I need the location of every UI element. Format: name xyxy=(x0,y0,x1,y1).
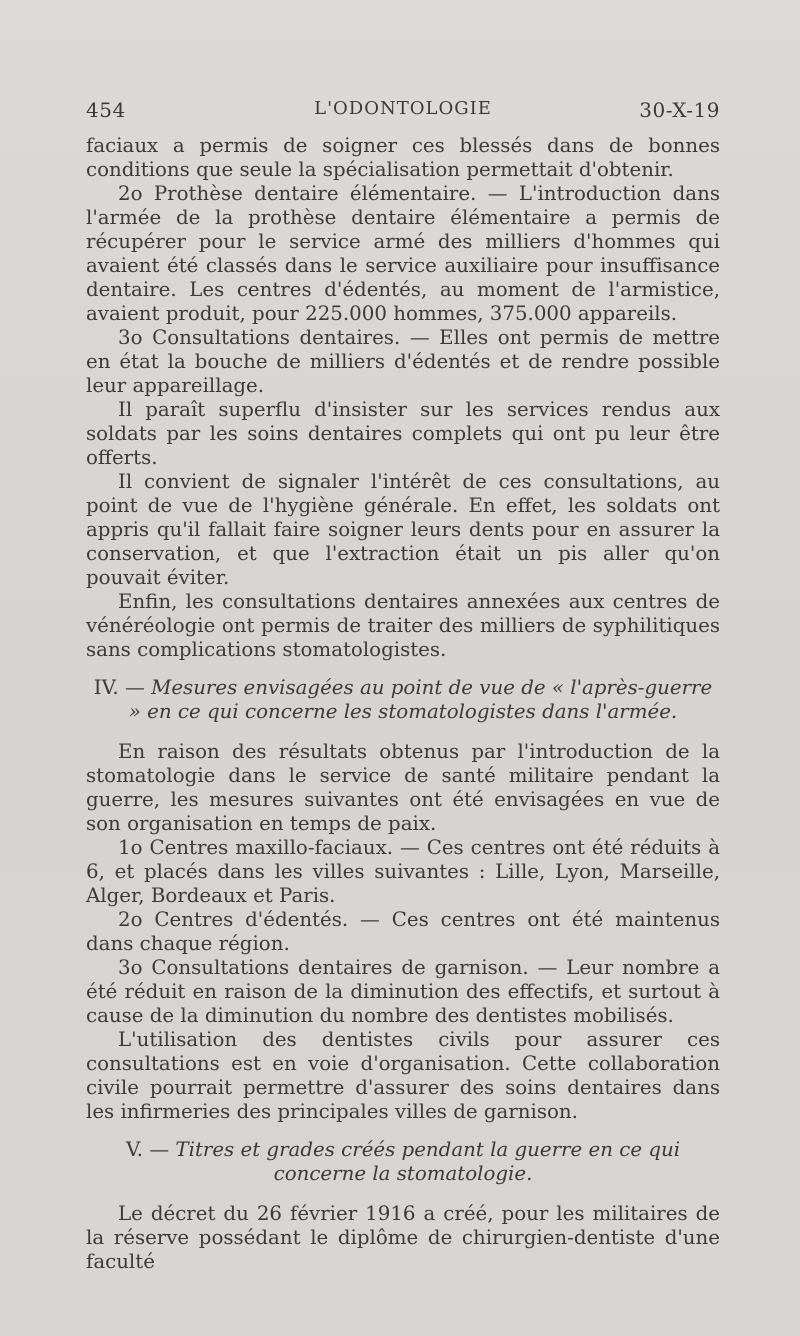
section-number: IV. — xyxy=(93,676,145,699)
paragraph: Il convient de signaler l'intérêt de ces consultations, au point de vue de l'hygiène générale. En effet, les soldats ont appris qu'il fallait faire soigner leurs dents pour en assurer la conservation, et que l'extraction était un pis aller qu'on pouvait éviter. xyxy=(86,470,720,589)
paragraph: 1o Centres maxillo-faciaux. — Ces centres ont été réduits à 6, et placés dans les villes suivantes : Lille, Lyon, Marseille, Alger, Bordeaux et Paris. xyxy=(86,836,720,907)
paragraph: Il paraît superflu d'insister sur les services rendus aux soldats par les soins dentaires complets qui ont pu leur être offerts. xyxy=(86,398,720,469)
paragraph: 2o Centres d'édentés. — Ces centres ont été maintenus dans chaque région. xyxy=(86,908,720,955)
paragraph: 2o Prothèse dentaire élémentaire. — L'introduction dans l'armée de la prothèse dentaire élémentaire a permis de récupérer pour le service armé des milliers d'hommes qui avaient été classés dans le service auxiliaire pour insuffisance dentaire. Les centres d'édentés, au moment de l'armistice, avaient produit, pour 225.000 hommes, 375.000 appareils. xyxy=(86,182,720,325)
issue-date: 30-X-19 xyxy=(639,98,720,122)
section-title: Mesures envisagées au point de vue de « l'après-guerre » en ce qui concerne les stomatologistes dans l'armée. xyxy=(128,676,713,723)
section-heading-v xyxy=(86,1138,720,1186)
paragraph: 3o Consultations dentaires. — Elles ont permis de mettre en état la bouche de milliers d'édentés et de rendre possible leur appareillage. xyxy=(86,326,720,397)
paragraph: L'utilisation des dentistes civils pour assurer ces consultations est en voie d'organisation. Cette collaboration civile pourrait permettre d'assurer des soins dentaires dans les infirmeries des principales villes de garnison. xyxy=(86,1028,720,1123)
paragraph: 3o Consultations dentaires de garnison. — Leur nombre a été réduit en raison de la diminution des effectifs, et surtout à cause de la diminution du nombre des dentistes mobilisés. xyxy=(86,956,720,1027)
section-number: V. — xyxy=(125,1138,170,1161)
running-header xyxy=(86,98,720,130)
paragraph: En raison des résultats obtenus par l'introduction de la stomatologie dans le service de santé militaire pendant la guerre, les mesures suivantes ont été envisagées en vue de son organisation en temps de paix. xyxy=(86,740,720,835)
body-text xyxy=(86,134,720,1274)
journal-title: L'ODONTOLOGIE xyxy=(314,98,492,119)
paragraph: Enfin, les consultations dentaires annexées aux centres de vénéréologie ont permis de traiter des milliers de syphilitiques sans complications stomatologistes. xyxy=(86,590,720,661)
paragraph: Le décret du 26 février 1916 a créé, pour les militaires de la réserve possédant le diplôme de chirurgien-dentiste d'une faculté xyxy=(86,1202,720,1273)
section-title: Titres et grades créés pendant la guerre en ce qui concerne la stomatologie. xyxy=(175,1138,681,1185)
paragraph: faciaux a permis de soigner ces blessés dans de bonnes conditions que seule la spécialisation permettait d'obtenir. xyxy=(86,134,720,181)
page-number: 454 xyxy=(86,98,126,122)
section-heading-iv xyxy=(86,676,720,724)
